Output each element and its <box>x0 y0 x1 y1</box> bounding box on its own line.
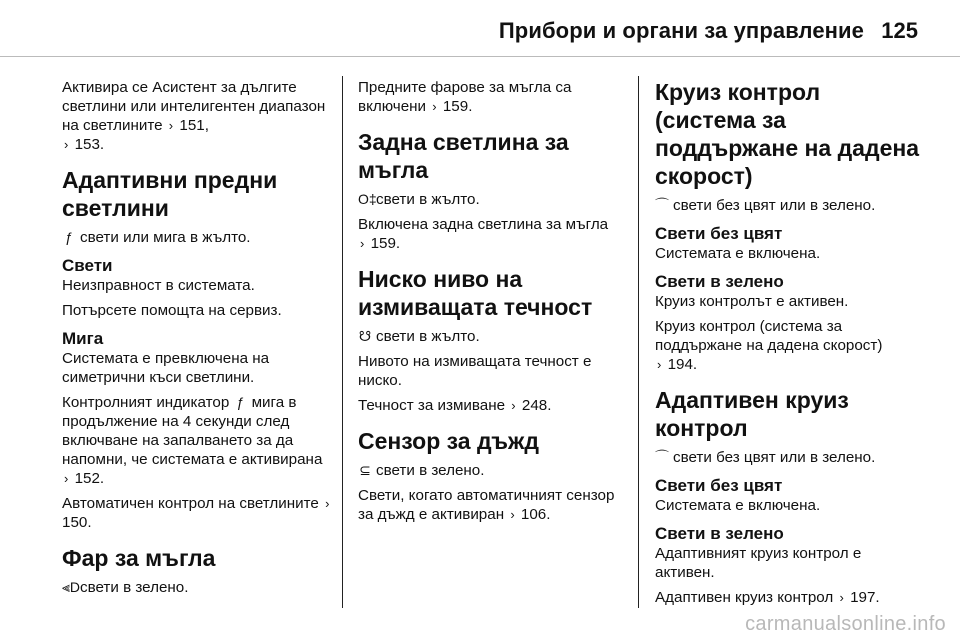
subheading-no-color: Свети без цвят <box>655 476 783 495</box>
paragraph: Круиз контролът е активен. <box>655 293 849 310</box>
paragraph: Потърсете помощта на сервиз. <box>62 302 282 319</box>
subheading-lit: Свети <box>62 256 113 275</box>
adaptive-lights-indicator: ƒ свети или мига в жълто. <box>62 228 334 247</box>
ref-arrow-icon: › <box>511 398 516 413</box>
paragraph: Включена задна светлина за мъгла › 159. <box>358 216 609 252</box>
page-reference[interactable]: 150. <box>62 514 92 531</box>
ref-arrow-icon: › <box>657 357 662 372</box>
page-reference[interactable]: 197. <box>850 589 880 606</box>
page-reference[interactable]: 194. <box>667 356 698 373</box>
ref-arrow-icon: › <box>64 137 69 152</box>
rear-fog-light-icon: O‡ <box>358 191 377 207</box>
paragraph: Свети, когато автоматичният сензор за дъжд е активиран › 106. <box>358 487 615 523</box>
adaptive-light-icon: ƒ <box>65 229 73 245</box>
paragraph: Адаптивен круиз контрол › 197. <box>655 589 880 606</box>
page-reference[interactable]: 153. <box>74 136 105 153</box>
column-3 <box>655 78 923 613</box>
rear-fog-indicator: O‡свети в жълто. <box>358 191 480 208</box>
ref-arrow-icon: › <box>839 590 844 605</box>
watermark: carmanualsonline.info <box>745 613 946 635</box>
page-title: Прибори и органи за управление <box>498 18 864 43</box>
page-reference[interactable]: 159. <box>442 98 473 115</box>
paragraph: Автоматичен контрол на светлините › 150. <box>62 495 330 531</box>
section-heading-rear-fog: Задна светлина за мъгла <box>358 129 569 183</box>
column-2 <box>358 78 630 530</box>
paragraph: Нивото на измиващата течност е ниско. <box>358 353 592 389</box>
cruise-control-icon: ⌒ <box>655 197 669 213</box>
column-divider-left <box>342 76 343 608</box>
adaptive-cruise-icon: ⌒ <box>655 449 669 465</box>
page-header <box>0 0 960 56</box>
subheading-no-color: Свети без цвят <box>655 224 783 243</box>
cruise-indicator: ⌒ свети без цвят или в зелено. <box>655 197 876 214</box>
page-reference[interactable]: 248. <box>521 397 552 414</box>
ref-arrow-icon: › <box>432 99 437 114</box>
section-heading-adaptive-lights: Адаптивни предни светлини <box>62 167 278 221</box>
section-heading-fog-light: Фар за мъгла <box>62 545 216 571</box>
page-number: 125 <box>881 18 918 43</box>
intro-paragraph: Активира се Асистент за дългите светлини или интелигентен диапазон на светлините › 151, › 153. <box>62 79 326 153</box>
section-heading-rain-sensor: Сензор за дъжд <box>358 428 539 454</box>
paragraph: Неизправност в системата. <box>62 277 255 294</box>
header-rule <box>0 56 960 57</box>
washer-indicator: ☋ свети в жълто. <box>358 328 480 345</box>
subheading-flashing: Мига <box>62 329 104 348</box>
section-heading-washer-fluid: Ниско ниво на измиващата течност <box>358 266 593 320</box>
paragraph: Круиз контрол (система за поддържане на дадена скорост) › 194. <box>655 318 883 373</box>
fog-light-indicator: ⫷Dсвети в зелено. <box>62 579 189 596</box>
adaptive-light-icon: ƒ <box>236 394 245 410</box>
page-reference[interactable]: 151, <box>179 117 209 134</box>
page-reference[interactable]: 106. <box>520 506 551 523</box>
ref-arrow-icon: › <box>510 507 515 522</box>
subheading-green: Свети в зелено <box>655 524 784 543</box>
washer-fluid-icon: ☋ <box>358 328 372 344</box>
rain-sensor-indicator: ⊆ свети в зелено. <box>359 462 485 479</box>
page-reference[interactable]: 152. <box>74 470 105 487</box>
paragraph: Течност за измиване › 248. <box>358 397 552 414</box>
adaptive-cruise-indicator: ⌒ свети без цвят или в зелено. <box>655 449 876 466</box>
section-heading-cruise-control: Круиз контрол (система за поддържане на дадена скорост) <box>655 79 920 189</box>
ref-arrow-icon: › <box>64 471 69 486</box>
ref-arrow-icon: › <box>325 496 330 511</box>
ref-arrow-icon: › <box>360 236 365 251</box>
section-heading-adaptive-cruise: Адаптивен круиз контрол <box>655 387 849 441</box>
front-fog-light-icon: ⫷D <box>62 579 81 595</box>
paragraph: Адаптивният круиз контрол е активен. <box>655 545 862 581</box>
paragraph: Системата е превключена на симетрични къси светлини. <box>62 350 270 386</box>
rain-sensor-icon: ⊆ <box>359 462 371 478</box>
subheading-green: Свети в зелено <box>655 272 784 291</box>
ref-arrow-icon: › <box>168 118 174 133</box>
paragraph: Системата е включена. <box>655 245 821 262</box>
paragraph: Системата е включена. <box>655 497 821 514</box>
column-1 <box>62 78 334 603</box>
page-reference[interactable]: 159. <box>370 235 401 252</box>
paragraph: Контролният индикатор ƒ мига в продължение на 4 секунди след включване на запалването за да напомни, че системата е активирана › 152. <box>62 394 323 487</box>
column-divider-right <box>638 76 639 608</box>
paragraph: Предните фарове за мъгла са включени › 159. <box>358 79 572 115</box>
